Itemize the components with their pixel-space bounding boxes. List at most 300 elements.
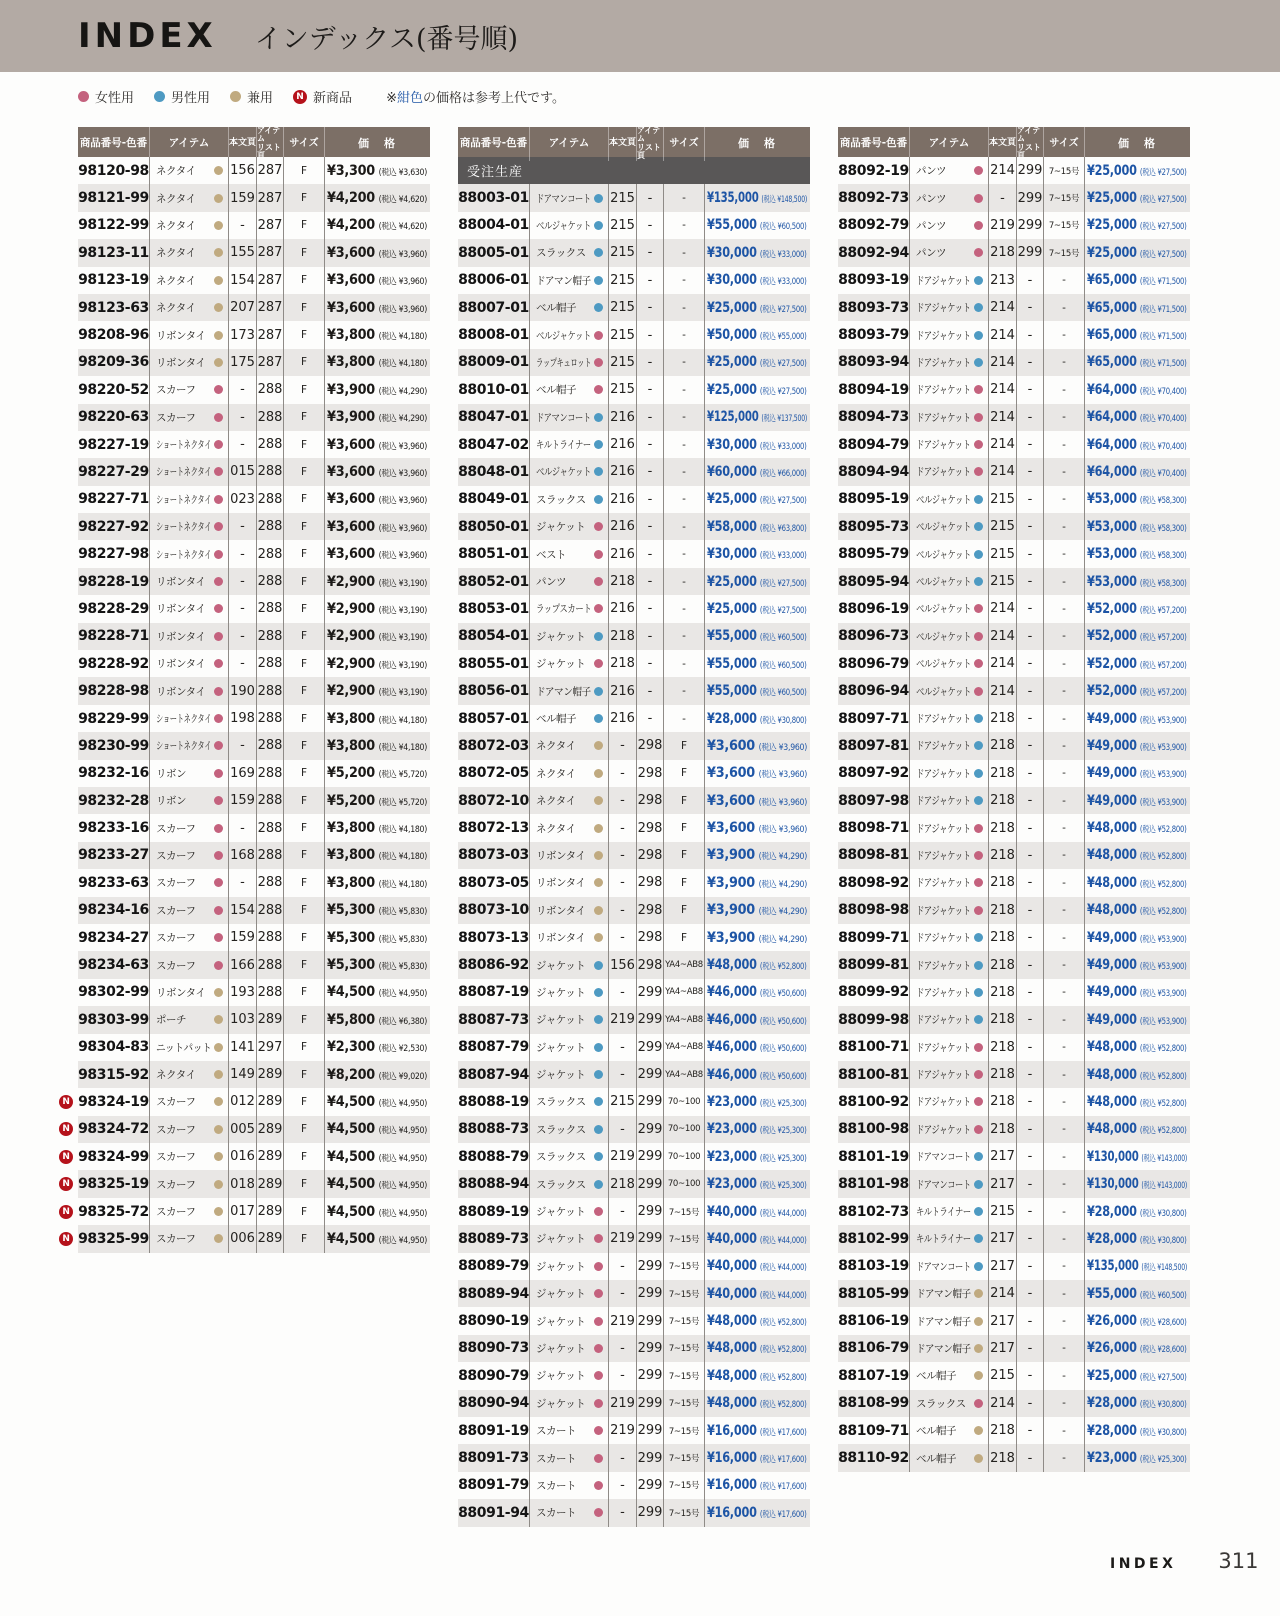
main-page-cell: 141 [229, 1034, 257, 1061]
product-code-cell: 88099-92 [838, 979, 910, 1006]
price-wrap [707, 1204, 807, 1220]
male-dot-icon [594, 988, 603, 997]
product-code-cell: 98220-52 [78, 376, 150, 403]
price-wrap [1087, 738, 1187, 754]
price-cell [1085, 677, 1190, 704]
price-tax-included: (税込 ¥44,000) [760, 1208, 807, 1219]
price-wrap [1087, 1039, 1187, 1055]
item-name: ベルジャケット [536, 329, 592, 342]
item-list-page-cell: - [637, 623, 664, 650]
product-code-cell: 98121-99 [78, 184, 150, 211]
product-code-cell: 88088-19 [458, 1088, 530, 1115]
price-tax-included: (税込 ¥70,400) [1140, 386, 1187, 397]
item-list-page-cell: 298 [637, 951, 664, 978]
table-row [458, 1034, 810, 1061]
item-name: リボンタイ [156, 986, 206, 999]
price-tax-included: (税込 ¥27,500) [760, 386, 807, 397]
female-dot-icon [214, 796, 223, 805]
item-cell [150, 595, 229, 622]
price-wrap [327, 765, 427, 781]
main-page-cell: 215 [989, 486, 1017, 513]
main-page-cell: 216 [609, 595, 637, 622]
main-page-cell: 006 [229, 1225, 257, 1252]
product-code-cell: 88056-01 [458, 677, 530, 704]
item-cell [150, 924, 229, 951]
price-wrap [1087, 1368, 1187, 1384]
item-list-page-cell: 288 [257, 979, 284, 1006]
main-page-cell: 018 [229, 1170, 257, 1197]
product-code-cell: 98315-92 [78, 1061, 150, 1088]
table-row [838, 705, 1190, 732]
price-cell [1085, 924, 1190, 951]
price-tax-included: (税込 ¥53,900) [1140, 1016, 1187, 1027]
size-cell: F [284, 458, 325, 485]
item-name: ベル帽子 [536, 713, 576, 725]
male-dot-icon [594, 440, 603, 449]
main-page-cell: 217 [989, 1170, 1017, 1197]
item-cell [530, 760, 609, 787]
female-dot-icon [594, 577, 603, 586]
item-cell [150, 677, 229, 704]
product-code-cell: 98228-29 [78, 595, 150, 622]
item-cell [150, 787, 229, 814]
price-tax-included: (税込 ¥4,180) [378, 742, 427, 753]
item-list-page-cell: - [1017, 1034, 1044, 1061]
size-cell: - [1044, 897, 1085, 924]
item-list-page-cell: 288 [257, 540, 284, 567]
item-name: ドアジャケット [916, 274, 971, 287]
product-code-cell: 88090-73 [458, 1335, 530, 1362]
item-cell [530, 376, 609, 403]
size-cell: - [1044, 431, 1085, 458]
price-wrap [707, 847, 807, 863]
price-cell [1085, 1417, 1190, 1444]
item-list-page-cell: - [1017, 623, 1044, 650]
item-list-page-cell: 299 [637, 1307, 664, 1334]
item-list-page-cell: - [1017, 705, 1044, 732]
product-code-cell: 98232-28 [78, 787, 150, 814]
product-code-cell: 88089-19 [458, 1198, 530, 1225]
product-code-cell: 88092-73 [838, 184, 910, 211]
item-list-page-cell: 289 [257, 1198, 284, 1225]
item-name: ジャケット [536, 1288, 586, 1301]
size-cell: 7~15号 [664, 1472, 705, 1499]
price-value: ¥48,000 [1087, 1039, 1138, 1056]
size-cell: F [664, 924, 705, 951]
size-cell: - [664, 677, 705, 704]
product-code-cell: 88097-98 [838, 787, 910, 814]
price-tax-included: (税込 ¥52,800) [760, 1372, 807, 1383]
item-list-page-cell: - [1017, 1170, 1044, 1197]
column-header: 商品番号-色番 [78, 127, 150, 161]
product-code-cell: 98123-11 [78, 239, 150, 266]
product-code-cell: 88109-71 [838, 1417, 910, 1444]
item-name: ジャケット [536, 986, 586, 999]
item-cell [910, 568, 989, 595]
item-list-page-cell: 299 [637, 1225, 664, 1252]
item-name: ショートネクタイ [156, 439, 212, 452]
product-code-cell: 88092-94 [838, 239, 910, 266]
price-wrap [1087, 382, 1187, 398]
price-tax-included: (税込 ¥33,000) [760, 441, 807, 452]
product-code-cell: 98230-99 [78, 732, 150, 759]
item-name: ドアマン帽子 [916, 1288, 971, 1301]
price-value: ¥23,000 [707, 1093, 758, 1110]
price-tax-included: (税込 ¥25,300) [760, 1126, 807, 1137]
price-tax-included: (税込 ¥71,500) [1140, 359, 1187, 370]
price-tax-included: (税込 ¥3,960) [758, 770, 807, 781]
female-dot-icon [974, 221, 983, 230]
price-wrap [707, 409, 807, 425]
item-name: ドアジャケット [916, 713, 971, 725]
item-cell [910, 321, 989, 348]
price-cell [1085, 349, 1190, 376]
price-tax-included: (税込 ¥3,960) [378, 523, 427, 534]
size-cell: - [1044, 732, 1085, 759]
price-tax-included: (税込 ¥57,200) [1140, 605, 1187, 616]
price-wrap [327, 354, 427, 370]
table-row [838, 1034, 1190, 1061]
price-wrap [707, 1012, 807, 1028]
price-tax-included: (税込 ¥60,500) [1140, 1290, 1187, 1301]
table-row [838, 1088, 1190, 1115]
price-tax-included: (税込 ¥30,800) [1140, 1235, 1187, 1246]
main-page-cell: 217 [989, 1307, 1017, 1334]
main-page-cell: 216 [609, 540, 637, 567]
product-code-cell: 98209-36 [78, 349, 150, 376]
price-cell [325, 540, 430, 567]
column-header: アイテム [530, 127, 609, 161]
product-code-cell: 88091-19 [458, 1417, 530, 1444]
price-cell [325, 924, 430, 951]
size-cell: - [1044, 595, 1085, 622]
size-cell: 70~100 [664, 1088, 705, 1115]
item-list-page-cell: 299 [637, 1143, 664, 1170]
table-row [458, 1307, 810, 1334]
item-list-page-cell: 299 [637, 1362, 664, 1389]
item-cell [530, 431, 609, 458]
item-cell [910, 623, 989, 650]
product-code-cell: 88098-92 [838, 869, 910, 896]
item-name: ベルジャケット [536, 219, 592, 232]
price-wrap [327, 1039, 427, 1055]
product-code-cell: 88097-81 [838, 732, 910, 759]
size-cell: - [1044, 1116, 1085, 1143]
size-cell: - [664, 294, 705, 321]
table-row [458, 267, 810, 294]
item-cell [910, 212, 989, 239]
main-page-cell: - [609, 1335, 637, 1362]
size-cell: - [664, 239, 705, 266]
price-value: ¥4,500 [327, 1203, 375, 1220]
unisex-dot-icon [214, 1125, 223, 1134]
item-list-page-cell: - [1017, 1307, 1044, 1334]
page-subtitle: インデックス(番号順) [254, 23, 519, 55]
item-cell [150, 239, 229, 266]
price-wrap [1087, 1176, 1187, 1192]
main-page-cell: 215 [609, 184, 637, 211]
price-wrap [1087, 765, 1187, 781]
item-name: リボンタイ [156, 576, 206, 589]
item-list-page-cell: 299 [1017, 184, 1044, 211]
price-wrap [707, 217, 807, 233]
item-cell [150, 321, 229, 348]
item-cell [530, 897, 609, 924]
item-cell [530, 1061, 609, 1088]
item-cell [150, 184, 229, 211]
price-cell [1085, 1362, 1190, 1389]
item-cell [910, 842, 989, 869]
price-wrap [1087, 1395, 1187, 1411]
item-name: ベスト [536, 548, 566, 561]
item-cell [150, 814, 229, 841]
item-cell [150, 513, 229, 540]
main-page-cell: - [609, 1253, 637, 1280]
female-dot-icon [974, 1125, 983, 1134]
main-page-cell: - [609, 897, 637, 924]
size-cell: 7~15号 [1044, 212, 1085, 239]
main-page-cell: - [229, 623, 257, 650]
table-row [78, 294, 430, 321]
female-dot-icon [594, 1426, 603, 1435]
table-row [78, 705, 430, 732]
price-value: ¥48,000 [1087, 1066, 1138, 1083]
unisex-dot-icon [214, 988, 223, 997]
price-tax-included: (税込 ¥52,800) [1140, 1126, 1187, 1137]
price-value: ¥48,000 [707, 957, 758, 974]
item-list-page-cell: 287 [257, 212, 284, 239]
female-dot-icon [214, 769, 223, 778]
price-wrap [707, 628, 807, 644]
price-tax-included: (税込 ¥143,000) [1141, 1181, 1187, 1192]
price-value: ¥28,000 [707, 710, 758, 727]
male-dot-icon [974, 331, 983, 340]
size-cell: - [1044, 1143, 1085, 1170]
main-page-cell: 218 [989, 760, 1017, 787]
item-cell [530, 184, 609, 211]
product-code-cell: 88098-71 [838, 814, 910, 841]
size-cell: 7~15号 [664, 1198, 705, 1225]
table-row [62, 1143, 430, 1170]
price-tax-included: (税込 ¥53,900) [1140, 742, 1187, 753]
price-cell [325, 787, 430, 814]
main-page-cell: 218 [609, 568, 637, 595]
price-tax-included: (税込 ¥50,600) [760, 1071, 807, 1082]
price-tax-included: (税込 ¥148,500) [1141, 1263, 1187, 1274]
main-page-cell: 149 [229, 1061, 257, 1088]
price-tax-included: (税込 ¥27,500) [1140, 167, 1187, 178]
price-value: ¥48,000 [1087, 820, 1138, 837]
price-tax-included: (税込 ¥33,000) [760, 249, 807, 260]
item-cell [910, 349, 989, 376]
size-cell: - [1044, 869, 1085, 896]
product-code-cell: 88095-94 [838, 568, 910, 595]
price-cell [325, 842, 430, 869]
table-row [458, 239, 810, 266]
price-cell [1085, 1307, 1190, 1334]
product-code-cell: 88100-71 [838, 1034, 910, 1061]
price-wrap [707, 519, 807, 535]
main-page-cell: - [609, 814, 637, 841]
main-page-cell: 155 [229, 239, 257, 266]
product-code-cell: 88094-73 [838, 404, 910, 431]
table-row [62, 1116, 430, 1143]
product-code-cell: 88091-73 [458, 1444, 530, 1471]
male-dot-icon [594, 1015, 603, 1024]
item-list-page-cell: 288 [257, 732, 284, 759]
item-name: ベル帽子 [916, 1425, 956, 1438]
table-row [838, 1253, 1190, 1280]
item-list-page-cell: 299 [1017, 212, 1044, 239]
item-name: ドアジャケット [916, 932, 971, 945]
price-wrap [1087, 1094, 1187, 1110]
size-cell: - [1044, 1088, 1085, 1115]
price-cell [705, 1116, 810, 1143]
table-row [838, 1143, 1190, 1170]
table-row [78, 184, 430, 211]
female-dot-icon [974, 166, 983, 175]
column-header: 商品番号-色番 [458, 127, 530, 161]
table-row [458, 1390, 810, 1417]
price-tax-included: (税込 ¥52,800) [1140, 1071, 1187, 1082]
main-page-cell: 159 [229, 787, 257, 814]
price-wrap [707, 930, 807, 946]
item-name: スラックス [536, 247, 586, 260]
size-cell: - [1044, 321, 1085, 348]
table-row [838, 376, 1190, 403]
item-name: スカーフ [156, 959, 196, 972]
price-cell [705, 540, 810, 567]
price-cell [705, 1006, 810, 1033]
price-value: ¥53,000 [1087, 491, 1138, 508]
item-cell [150, 404, 229, 431]
price-cell [325, 1061, 430, 1088]
product-code-cell: 98228-71 [78, 623, 150, 650]
price-value: ¥3,900 [707, 874, 755, 891]
male-dot-icon [594, 1152, 603, 1161]
main-page-cell: 193 [229, 979, 257, 1006]
legend-male-label: 男性用 [171, 91, 211, 106]
item-list-page-cell: 289 [257, 1061, 284, 1088]
item-list-page-cell: 299 [637, 1444, 664, 1471]
female-dot-icon [594, 1454, 603, 1463]
column-header: 商品番号-色番 [838, 127, 910, 161]
price-cell [325, 212, 430, 239]
main-page-cell: - [609, 1362, 637, 1389]
table-row [458, 951, 810, 978]
price-tax-included: (税込 ¥52,800) [760, 1400, 807, 1411]
size-cell: F [284, 267, 325, 294]
price-wrap [1087, 1286, 1187, 1302]
size-cell: - [1044, 814, 1085, 841]
price-wrap [327, 245, 427, 261]
main-page-cell: - [229, 568, 257, 595]
price-cell [325, 568, 430, 595]
item-list-page-cell: 299 [637, 1088, 664, 1115]
price-value: ¥3,800 [327, 847, 375, 864]
price-tax-included: (税込 ¥17,600) [760, 1455, 807, 1466]
product-code-cell: 98227-29 [78, 458, 150, 485]
item-list-page-cell: - [1017, 1088, 1044, 1115]
size-cell: F [284, 732, 325, 759]
female-dot-icon [974, 878, 983, 887]
table-row [78, 650, 430, 677]
item-cell [530, 1034, 609, 1061]
product-code-cell: 88100-98 [838, 1116, 910, 1143]
column-header: アイテム [150, 127, 229, 161]
size-cell: 7~15号 [664, 1225, 705, 1252]
item-cell [530, 1280, 609, 1307]
price-value: ¥3,800 [327, 354, 375, 371]
unisex-dot-icon [974, 1454, 983, 1463]
item-cell [150, 1061, 229, 1088]
price-cell [325, 1088, 430, 1115]
item-list-page-cell: - [637, 349, 664, 376]
product-code-cell: 88093-19 [838, 267, 910, 294]
table-row [458, 376, 810, 403]
main-page-cell: - [609, 1034, 637, 1061]
table-row [838, 157, 1190, 184]
price-wrap [327, 711, 427, 727]
table-row [458, 732, 810, 759]
main-page-cell: 214 [989, 677, 1017, 704]
column-header: 本文頁 [989, 127, 1017, 161]
main-page-cell: 215 [609, 349, 637, 376]
item-cell [150, 431, 229, 458]
product-code-cell: 88089-79 [458, 1253, 530, 1280]
price-tax-included: (税込 ¥4,180) [378, 852, 427, 863]
price-cell [705, 814, 810, 841]
size-cell: 7~15号 [664, 1417, 705, 1444]
item-list-page-cell: 287 [257, 321, 284, 348]
price-value: ¥3,600 [327, 546, 375, 563]
price-cell [1085, 1225, 1190, 1252]
price-wrap [1087, 1121, 1187, 1137]
price-cell [705, 1390, 810, 1417]
price-cell [705, 677, 810, 704]
main-page-cell: 156 [609, 951, 637, 978]
table-row [458, 1417, 810, 1444]
main-page-cell: 214 [989, 321, 1017, 348]
main-page-cell: 215 [989, 1362, 1017, 1389]
table-row [838, 595, 1190, 622]
item-name: ドアマンコート [916, 1151, 971, 1164]
item-name: ドアジャケット [916, 904, 971, 917]
main-page-cell: 219 [609, 1417, 637, 1444]
price-cell [1085, 376, 1190, 403]
price-wrap [327, 217, 427, 233]
table-row [838, 513, 1190, 540]
main-page-cell: 218 [989, 1034, 1017, 1061]
price-tax-included: (税込 ¥55,000) [760, 332, 807, 343]
item-cell [530, 321, 609, 348]
price-value: ¥64,000 [1087, 463, 1138, 480]
main-page-cell: 218 [989, 842, 1017, 869]
main-page-cell: 218 [989, 814, 1017, 841]
item-list-page-cell: 288 [257, 924, 284, 951]
main-page-cell: 218 [989, 897, 1017, 924]
main-page-cell: 017 [229, 1198, 257, 1225]
price-value: ¥64,000 [1087, 381, 1138, 398]
female-dot-icon [594, 358, 603, 367]
item-list-page-cell: - [637, 705, 664, 732]
table-row [78, 404, 430, 431]
female-dot-icon [214, 577, 223, 586]
main-page-cell: 214 [989, 349, 1017, 376]
item-list-page-cell: - [1017, 349, 1044, 376]
product-code-cell: 98120-98 [78, 157, 150, 184]
price-value: ¥49,000 [1087, 710, 1138, 727]
